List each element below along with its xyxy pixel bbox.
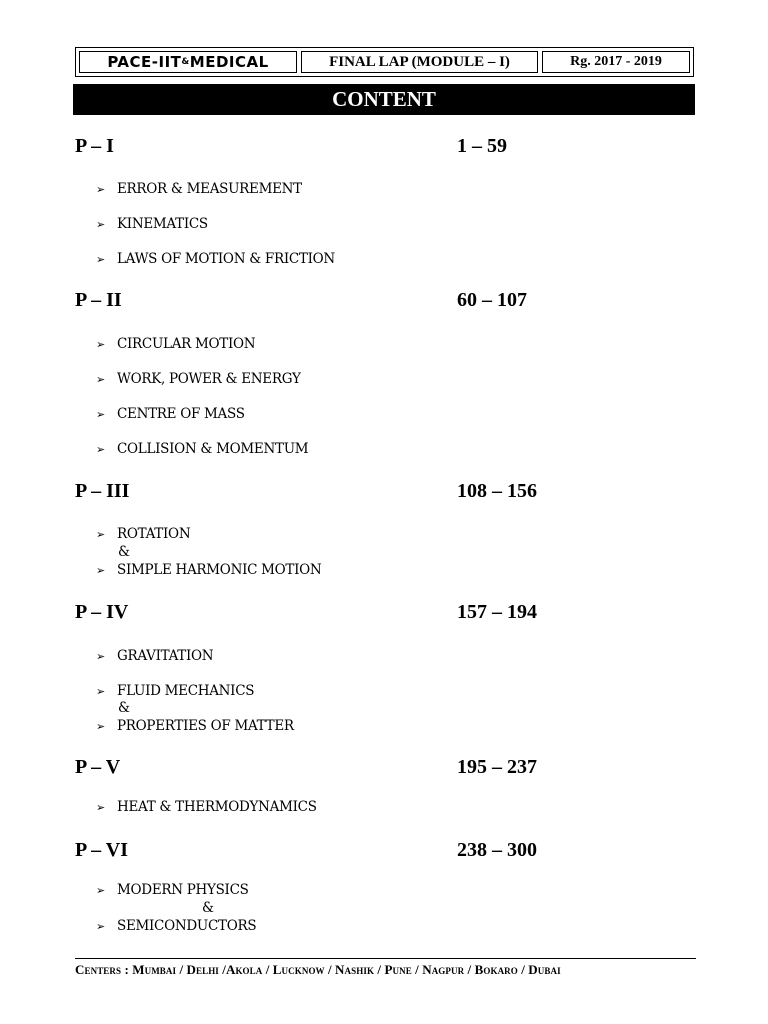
- topic-label: SIMPLE HARMONIC MOTION: [117, 562, 322, 578]
- topic-item: [96, 562, 321, 578]
- topic-item: [96, 336, 255, 352]
- topic-connector: &: [202, 900, 215, 916]
- part-title: P – III: [75, 480, 130, 502]
- bullet-arrow-icon: ➢: [96, 650, 105, 663]
- topic-item: [96, 216, 208, 232]
- topic-label: LAWS OF MOTION & FRICTION: [117, 251, 335, 267]
- topic-item: [96, 683, 254, 699]
- part-pages: 195 – 237: [457, 756, 537, 778]
- topic-item: [96, 441, 308, 457]
- bullet-arrow-icon: ➢: [96, 720, 105, 733]
- part-pages: 238 – 300: [457, 839, 537, 861]
- part-title: P – IV: [75, 601, 129, 623]
- bullet-arrow-icon: ➢: [96, 183, 105, 196]
- page-title: CONTENT: [73, 84, 695, 115]
- topic-label: CENTRE OF MASS: [117, 406, 245, 422]
- bullet-arrow-icon: ➢: [96, 443, 105, 456]
- bullet-arrow-icon: ➢: [96, 253, 105, 266]
- bullet-arrow-icon: ➢: [96, 408, 105, 421]
- logo-tail: MEDICAL: [189, 53, 269, 71]
- topic-label: MODERN PHYSICS: [117, 882, 249, 898]
- part-pages: 108 – 156: [457, 480, 537, 502]
- bullet-arrow-icon: ➢: [96, 564, 105, 577]
- logo-main: PACE-IIT: [107, 53, 182, 71]
- topic-label: GRAVITATION: [117, 648, 214, 664]
- topic-label: COLLISION & MOMENTUM: [117, 441, 309, 457]
- header-frame: [75, 47, 694, 77]
- bullet-arrow-icon: ➢: [96, 218, 105, 231]
- logo-amp: &: [181, 57, 190, 67]
- topic-label: WORK, POWER & ENERGY: [117, 371, 301, 387]
- topic-connector: &: [118, 544, 131, 560]
- bullet-arrow-icon: ➢: [96, 801, 105, 814]
- topic-label: ERROR & MEASUREMENT: [117, 181, 302, 197]
- topic-label: CIRCULAR MOTION: [117, 336, 256, 352]
- brand-logo: [79, 51, 297, 73]
- footer-centers: Centers : Mumbai / Delhi /Akola / Lucknow / Nashik / Pune / Nagpur / Bokaro / Dubai: [75, 962, 561, 977]
- topic-item: [96, 371, 301, 387]
- topic-label: SEMICONDUCTORS: [117, 918, 257, 934]
- topic-item: [96, 406, 245, 422]
- topic-item: [96, 251, 335, 267]
- bullet-arrow-icon: ➢: [96, 338, 105, 351]
- part-title: P – II: [75, 289, 122, 311]
- topic-item: [96, 882, 249, 898]
- topic-label: FLUID MECHANICS: [117, 683, 255, 699]
- topic-item: [96, 526, 190, 542]
- topic-item: [96, 718, 294, 734]
- part-pages: 60 – 107: [457, 289, 527, 311]
- part-title: P – V: [75, 756, 121, 778]
- part-title: P – I: [75, 135, 114, 157]
- part-pages: 157 – 194: [457, 601, 537, 623]
- part-pages: 1 – 59: [457, 135, 507, 157]
- topic-item: [96, 799, 317, 815]
- topic-item: [96, 648, 213, 664]
- topic-label: ROTATION: [117, 526, 191, 542]
- topic-item: [96, 918, 256, 934]
- topic-label: KINEMATICS: [117, 216, 208, 232]
- bullet-arrow-icon: ➢: [96, 685, 105, 698]
- module-label: FINAL LAP (MODULE – I): [301, 51, 538, 73]
- year-label: Rg. 2017 - 2019: [542, 51, 690, 73]
- topic-label: HEAT & THERMODYNAMICS: [117, 799, 317, 815]
- topic-connector: &: [118, 700, 131, 716]
- bullet-arrow-icon: ➢: [96, 920, 105, 933]
- topic-item: [96, 181, 302, 197]
- bullet-arrow-icon: ➢: [96, 528, 105, 541]
- bullet-arrow-icon: ➢: [96, 884, 105, 897]
- bullet-arrow-icon: ➢: [96, 373, 105, 386]
- topic-label: PROPERTIES OF MATTER: [117, 718, 294, 734]
- footer-divider: [75, 958, 696, 959]
- part-title: P – VI: [75, 839, 128, 861]
